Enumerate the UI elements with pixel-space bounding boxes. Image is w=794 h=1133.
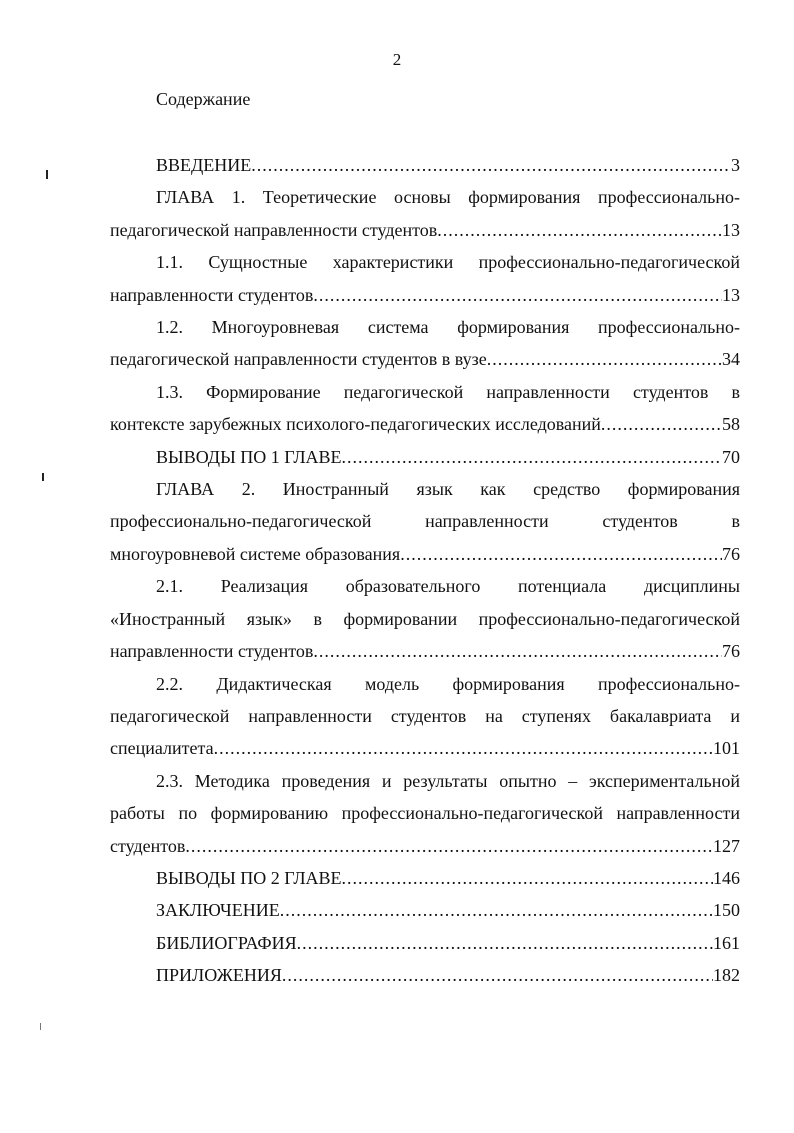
toc-entry-section-2-2[interactable]: 2.2. Дидактическая модель формирования профессионально- педагогической направленности студентов на ступенях бакалавриата и специалитета ..... 101 <box>110 668 740 765</box>
scan-mark <box>46 170 48 179</box>
toc-entry-conclusion[interactable]: ЗАКЛЮЧЕНИЕ ..... 150 <box>110 894 740 926</box>
toc-entry-bibliography[interactable]: БИБЛИОГРАФИЯ ..... 161 <box>110 927 740 959</box>
toc-entry-section-2-3[interactable]: 2.3. Методика проведения и результаты опытно – экспериментальной работы по формированию профессионально-педагогической направленности студентов ..... 127 <box>110 765 740 862</box>
table-of-contents <box>110 149 740 992</box>
scan-mark <box>42 473 44 481</box>
toc-entry-introduction[interactable]: ВВЕДЕНИЕ ..... 3 <box>110 149 740 181</box>
page-number: 2 <box>392 50 402 69</box>
toc-entry-chapter-2[interactable]: ГЛАВА 2. Иностранный язык как средство формирования профессионально-педагогической направленности студентов в многоуровневой системе образования ..... 76 <box>110 473 740 570</box>
toc-entry-section-1-2[interactable]: 1.2. Многоуровневая система формирования профессионально- педагогической направленности студентов в вузе ..... 34 <box>110 311 740 376</box>
toc-heading: Содержание <box>156 89 251 109</box>
toc-entry-appendices[interactable]: ПРИЛОЖЕНИЯ ..... 182 <box>110 959 740 991</box>
toc-entry-conclusions-chapter-1[interactable]: ВЫВОДЫ ПО 1 ГЛАВЕ ..... 70 <box>110 441 740 473</box>
scan-mark <box>40 1023 41 1030</box>
toc-entry-chapter-1[interactable]: ГЛАВА 1. Теоретические основы формирования профессионально- педагогической направленности студентов ..... 13 <box>110 181 740 246</box>
toc-entry-conclusions-chapter-2[interactable]: ВЫВОДЫ ПО 2 ГЛАВЕ ..... 146 <box>110 862 740 894</box>
toc-entry-section-1-3[interactable]: 1.3. Формирование педагогической направленности студентов в контексте зарубежных психолого-педагогических исследований ..... 58 <box>110 376 740 441</box>
toc-entry-section-2-1[interactable]: 2.1. Реализация образовательного потенциала дисциплины «Иностранный язык» в формировании профессионально-педагогической направленности студентов ..... 76 <box>110 570 740 667</box>
toc-entry-section-1-1[interactable]: 1.1. Сущностные характеристики профессионально-педагогической направленности студентов ..... 13 <box>110 246 740 311</box>
